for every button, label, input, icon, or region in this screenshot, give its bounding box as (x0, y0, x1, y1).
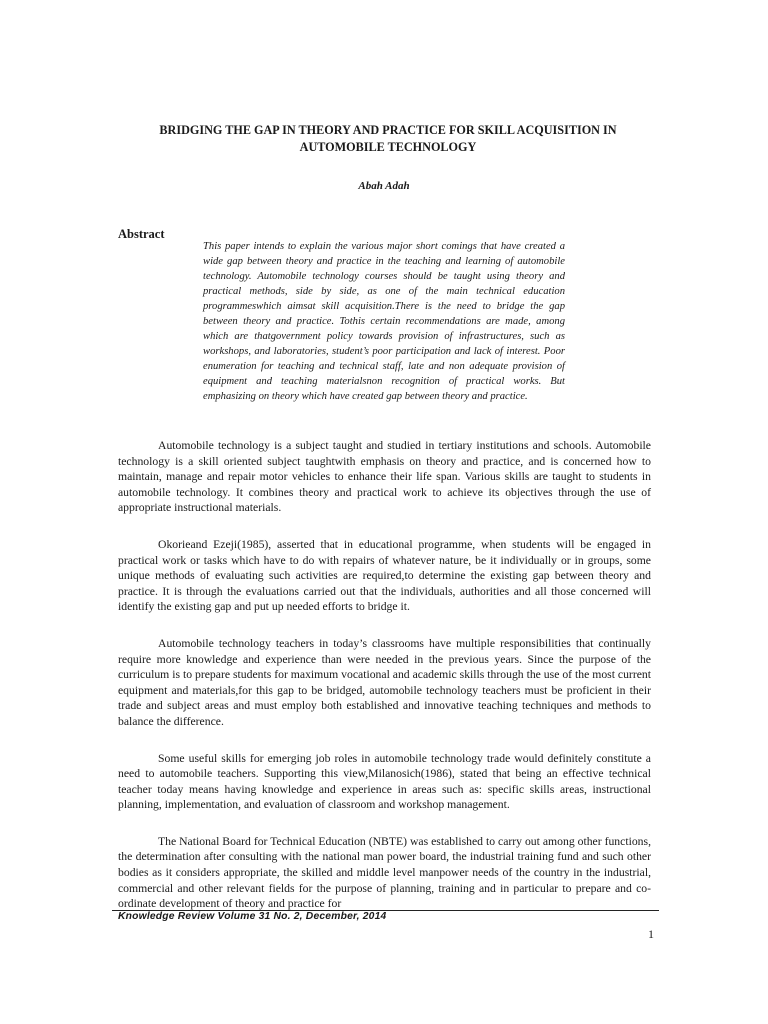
body-paragraph: Automobile technology teachers in today’s classrooms have multiple responsibilities that continually require more knowledge and experience than were needed in the previous years. Since the purpose of the curriculum is to prepare students for maximum vocational and academic skills through the use of the most current equipment and materials,for this gap to be bridged, automobile technology teachers must be proficient in their trade and subject areas and must employ both established and innovative teaching techniques and methods to balance the difference. (118, 636, 651, 728)
abstract-heading: Abstract (118, 227, 165, 241)
body-paragraph: Automobile technology is a subject taught and studied in tertiary institutions and schools. Automobile technology is a skill oriented subject taughtwith emphasis on theory and practice, and is concerned how to maintain, manage and repair motor vehicles to enhance their life span. Various skills are taught to students in automobile technology. It combines theory and practical work to achieve its objectives through the use of appropriate instructional materials. (118, 439, 651, 515)
author-name: Abah Adah (358, 180, 410, 192)
body-paragraph: Okorieand Ezeji(1985), asserted that in educational programme, when students will be engaged in practical work or tasks which have to do with repairs of whatever nature, be it individually or in groups, some unique methods of evaluating such activities are required,to determine the existing gap between theory and practice. It is through the evaluations carried out that the individuals, authorities and all those concerned will identify the existing gap and put up needed efforts to bridge it. (118, 537, 651, 614)
body-paragraph: Some useful skills for emerging job roles in automobile technology trade would definitely constitute a need to automobile teachers. Supporting this view,Milanosich(1986), stated that being an effective technical teacher today means having knowledge and experience in areas such as: specific skills areas, instructional planning, implementation, and evaluation of classroom and workshop management. (118, 751, 651, 812)
abstract-text: This paper intends to explain the various major short comings that have created a wide gap between theory and practice in the teaching and learning of automobile technology. Automobile technology courses should be taught using theory and practical methods, side by side, as one of the main technical education programmeswhich aimsat skill acquisition.There is the need to bridge the gap between theory and practice. Tothis certain recommendations are made, among which are thatgovernment policy towards provision of infrastructures, such as workshops, and laboratories, student’s poor participation and lack of interest. Poor enumeration for teaching and technical staff, late and non adequate provision of equipment and teaching materialsnon recognition of practical works. But emphasizing on theory which have created gap between theory and practice. (203, 241, 565, 403)
body-paragraph: The National Board for Technical Education (NBTE) was established to carry out among other functions, the determination after consulting with the national man power board, the industrial training fund and such other bodies as it considers appropriate, the skilled and middle level manpower needs of the country in the industrial, commercial and other relevant fields for the purpose of planning, training and in particular to prepare and co-ordinate development of theory and practice for (118, 834, 651, 911)
page-number: 1 (648, 927, 654, 941)
body-text (118, 438, 651, 912)
journal-reference: Knowledge Review Volume 31 No. 2, December, 2014 (118, 911, 387, 922)
paper-title: BRIDGING THE GAP IN THEORY AND PRACTICE FOR SKILL ACQUISITION IN AUTOMOBILE TECHNOLOGY (159, 123, 617, 154)
